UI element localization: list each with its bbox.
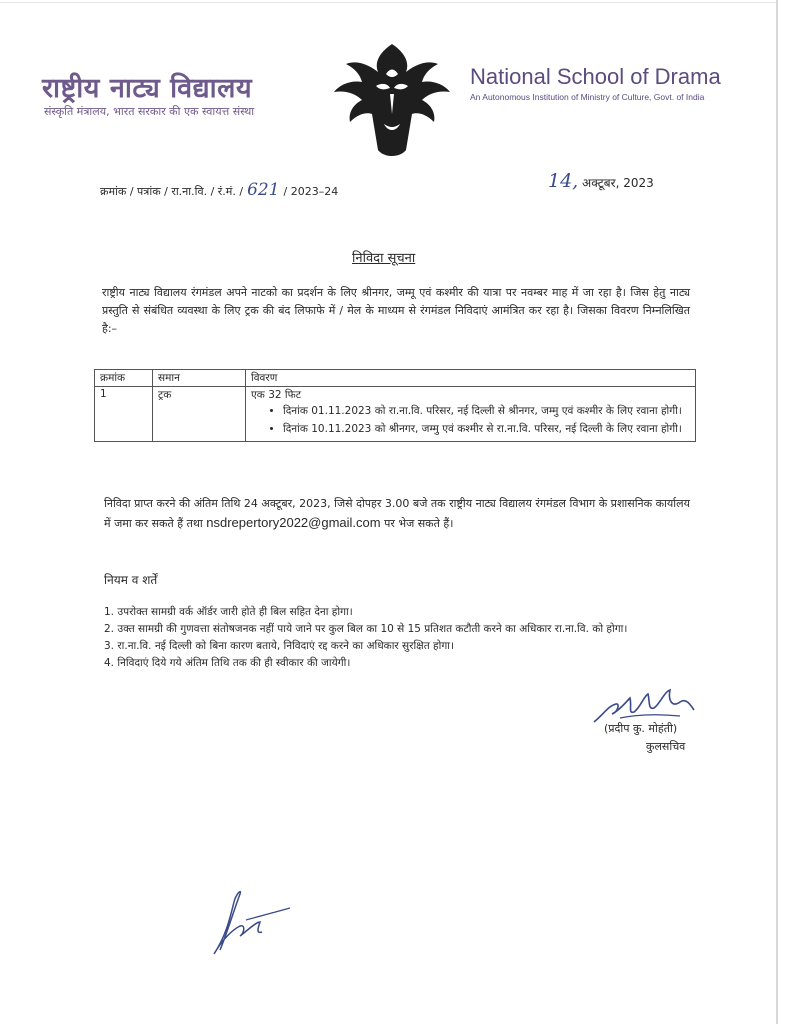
list-item: 1. उपरोक्त सामग्री वर्क ऑर्डर जारी होते ही बिल सहित देना होगा। xyxy=(104,606,353,618)
reference-line xyxy=(100,180,338,200)
english-institution-title: National School of Drama xyxy=(470,64,721,89)
terms-list xyxy=(104,604,694,672)
description-title: एक 32 फिट xyxy=(251,389,302,401)
page-edge-top xyxy=(0,2,776,3)
table-header-row xyxy=(95,370,696,387)
issue-date xyxy=(548,170,654,192)
column-header-description: विवरण xyxy=(246,370,696,387)
terms-title: नियम व शर्तें xyxy=(104,573,158,587)
notice-heading: निविदा सूचना xyxy=(352,251,416,266)
column-header-item: समान xyxy=(153,370,246,387)
list-item: • दिनांक 10.11.2023 को श्रीनगर, जम्मु एवं कश्मीर से रा.ना.वि. परिसर, नई दिल्ली के लिए रवाना होगी। xyxy=(283,422,690,437)
page-edge-right xyxy=(776,0,778,1024)
english-institution-subtitle: An Autonomous Institution of Ministry of Culture, Govt. of India xyxy=(470,92,705,102)
list-item: • दिनांक 01.11.2023 को रा.ना.वि. परिसर, नई दिल्ली से श्रीनगर, जम्मु एवं कश्मीर के लिए रवाना होगी। xyxy=(283,404,690,419)
date-day-handwritten: 14, xyxy=(548,170,579,192)
hindi-institution-subtitle: संस्कृति मंत्रालय, भारत सरकार की एक स्वायत्त संस्था xyxy=(44,105,255,118)
deadline-text-end: पर भेज सकते हैं। xyxy=(384,517,454,530)
theatre-mask-icon xyxy=(328,38,456,162)
notice-intro-paragraph: राष्ट्रीय नाट्य विद्यालय रंगमंडल अपने नाटको का प्रदर्शन के लिए श्रीनगर, जम्मू एवं कश्मीर की यात्रा पर नवम्बर माह में जा रहा है। जिस हेतु नाट्य प्रस्तुति से संबंधित व्यवस्था के लिए ट्रक की बंद लिफाफे में / मेल के माध्यम से रंगमंडल निविदाएं आमंत्रित कर रहा है। जिसका विवरण निम्नलिखित है:– xyxy=(102,286,690,335)
list-item: 4. निविदाएं दिये गये अंतिम तिथि तक की ही स्वीकार की जायेगी। xyxy=(104,657,351,669)
reference-number-handwritten: 621 xyxy=(247,180,280,200)
initials-signature xyxy=(200,880,300,960)
cell-description xyxy=(246,387,696,442)
cell-sno: 1 xyxy=(95,387,153,442)
date-month-year: अक्टूबर, 2023 xyxy=(582,176,654,190)
column-header-sno: क्रमांक xyxy=(95,370,153,387)
deadline-text: निविदा प्राप्त करने की अंतिम तिथि 24 अक्टूबर, 2023, जिसे दोपहर 3.00 बजे तक राष्ट्रीय नाट्य विद्यालय रंगमंडल विभाग के प्रशासनिक कार्यालय में जमा कर सकते हैं तथा xyxy=(104,497,690,530)
list-item: 2. उक्त सामग्री की गुणवत्ता संतोषजनक नहीं पाये जाने पर कुल बिल का 10 से 15 प्रतिशत कटौती करने का अधिकार रा.ना.वि. को होगा। xyxy=(104,623,628,635)
signatory-designation: कुलसचिव xyxy=(646,740,686,753)
reference-prefix: क्रमांक / पत्रांक / रा.ना.वि. / रं.मं. / xyxy=(100,185,244,198)
hindi-institution-title: राष्ट्रीय नाट्य विद्यालय xyxy=(42,73,253,104)
signatory-name: (प्रदीप कु. मोहंती) xyxy=(604,722,678,735)
list-item: 3. रा.ना.वि. नई दिल्ली को बिना कारण बताये, निविदाएं रद्द करने का अधिकार सुरक्षित होगा। xyxy=(104,640,454,652)
cell-item: ट्रक xyxy=(153,387,246,442)
tender-items-table xyxy=(94,369,696,442)
table-row xyxy=(95,387,696,442)
reference-suffix: / 2023–24 xyxy=(283,185,339,198)
contact-email: nsdrepertory2022@gmail.com xyxy=(206,515,381,530)
description-bullet-list xyxy=(269,404,690,437)
deadline-paragraph xyxy=(104,494,690,533)
